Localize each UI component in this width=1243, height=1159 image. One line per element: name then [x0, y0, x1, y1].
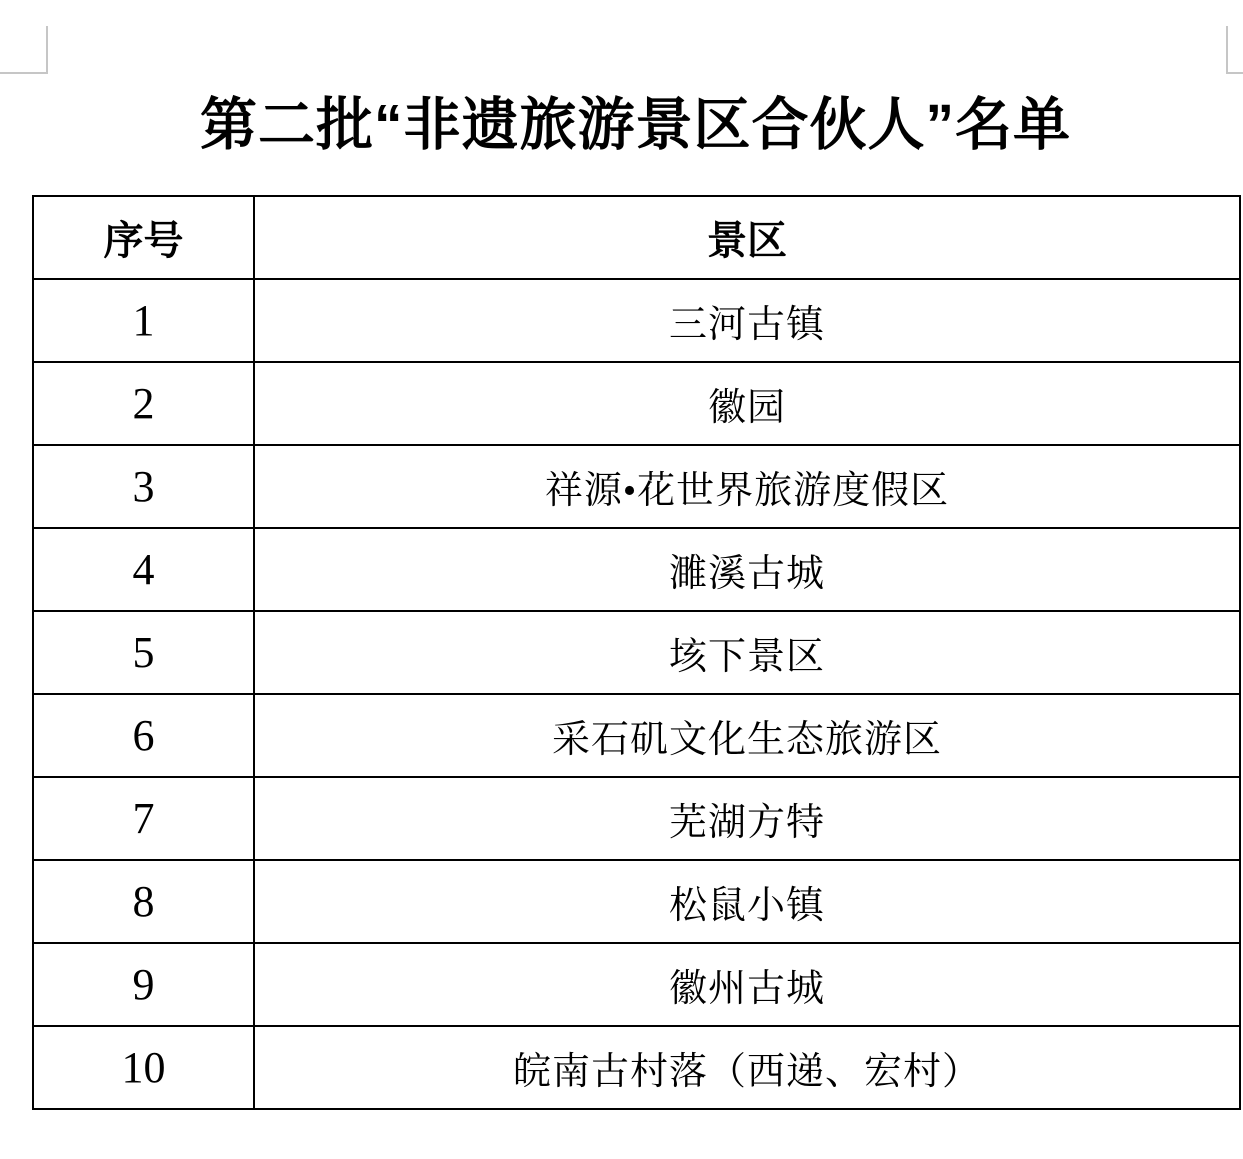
scenic-name-cell: 垓下景区: [254, 611, 1240, 694]
row-number-cell: 7: [33, 777, 254, 860]
table-row: [33, 694, 1240, 777]
table-row: [33, 1026, 1240, 1109]
header-cell-no: 序号: [33, 196, 254, 279]
table-row: [33, 445, 1240, 528]
row-number-cell: 4: [33, 528, 254, 611]
row-number-cell: 5: [33, 611, 254, 694]
row-number-cell: 8: [33, 860, 254, 943]
scenic-area-table: [32, 195, 1241, 1110]
table-row: [33, 528, 1240, 611]
scenic-name-cell: 濉溪古城: [254, 528, 1240, 611]
page-title: 第二批“非遗旅游景区合伙人”名单: [200, 93, 1071, 157]
scenic-name-cell: 徽州古城: [254, 943, 1240, 1026]
table-row: [33, 362, 1240, 445]
header-cell-scenic: 景区: [254, 196, 1240, 279]
scenic-name-cell: 三河古镇: [254, 279, 1240, 362]
scenic-name-cell: 祥源•花世界旅游度假区: [254, 445, 1240, 528]
row-number-cell: 9: [33, 943, 254, 1026]
row-number-cell: 3: [33, 445, 254, 528]
table-row: [33, 611, 1240, 694]
row-number-cell: 10: [33, 1026, 254, 1109]
table-row: [33, 943, 1240, 1026]
scenic-name-cell: 芜湖方特: [254, 777, 1240, 860]
table-row: [33, 860, 1240, 943]
scenic-name-cell: 松鼠小镇: [254, 860, 1240, 943]
title-container: [32, 0, 1239, 167]
row-number-cell: 1: [33, 279, 254, 362]
scenic-name-cell: 徽园: [254, 362, 1240, 445]
row-number-cell: 6: [33, 694, 254, 777]
table-header-row: [33, 196, 1240, 279]
row-number-cell: 2: [33, 362, 254, 445]
table-row: [33, 279, 1240, 362]
scenic-name-cell: 采石矶文化生态旅游区: [254, 694, 1240, 777]
scenic-name-cell: 皖南古村落（西递、宏村）: [254, 1026, 1240, 1109]
table-row: [33, 777, 1240, 860]
